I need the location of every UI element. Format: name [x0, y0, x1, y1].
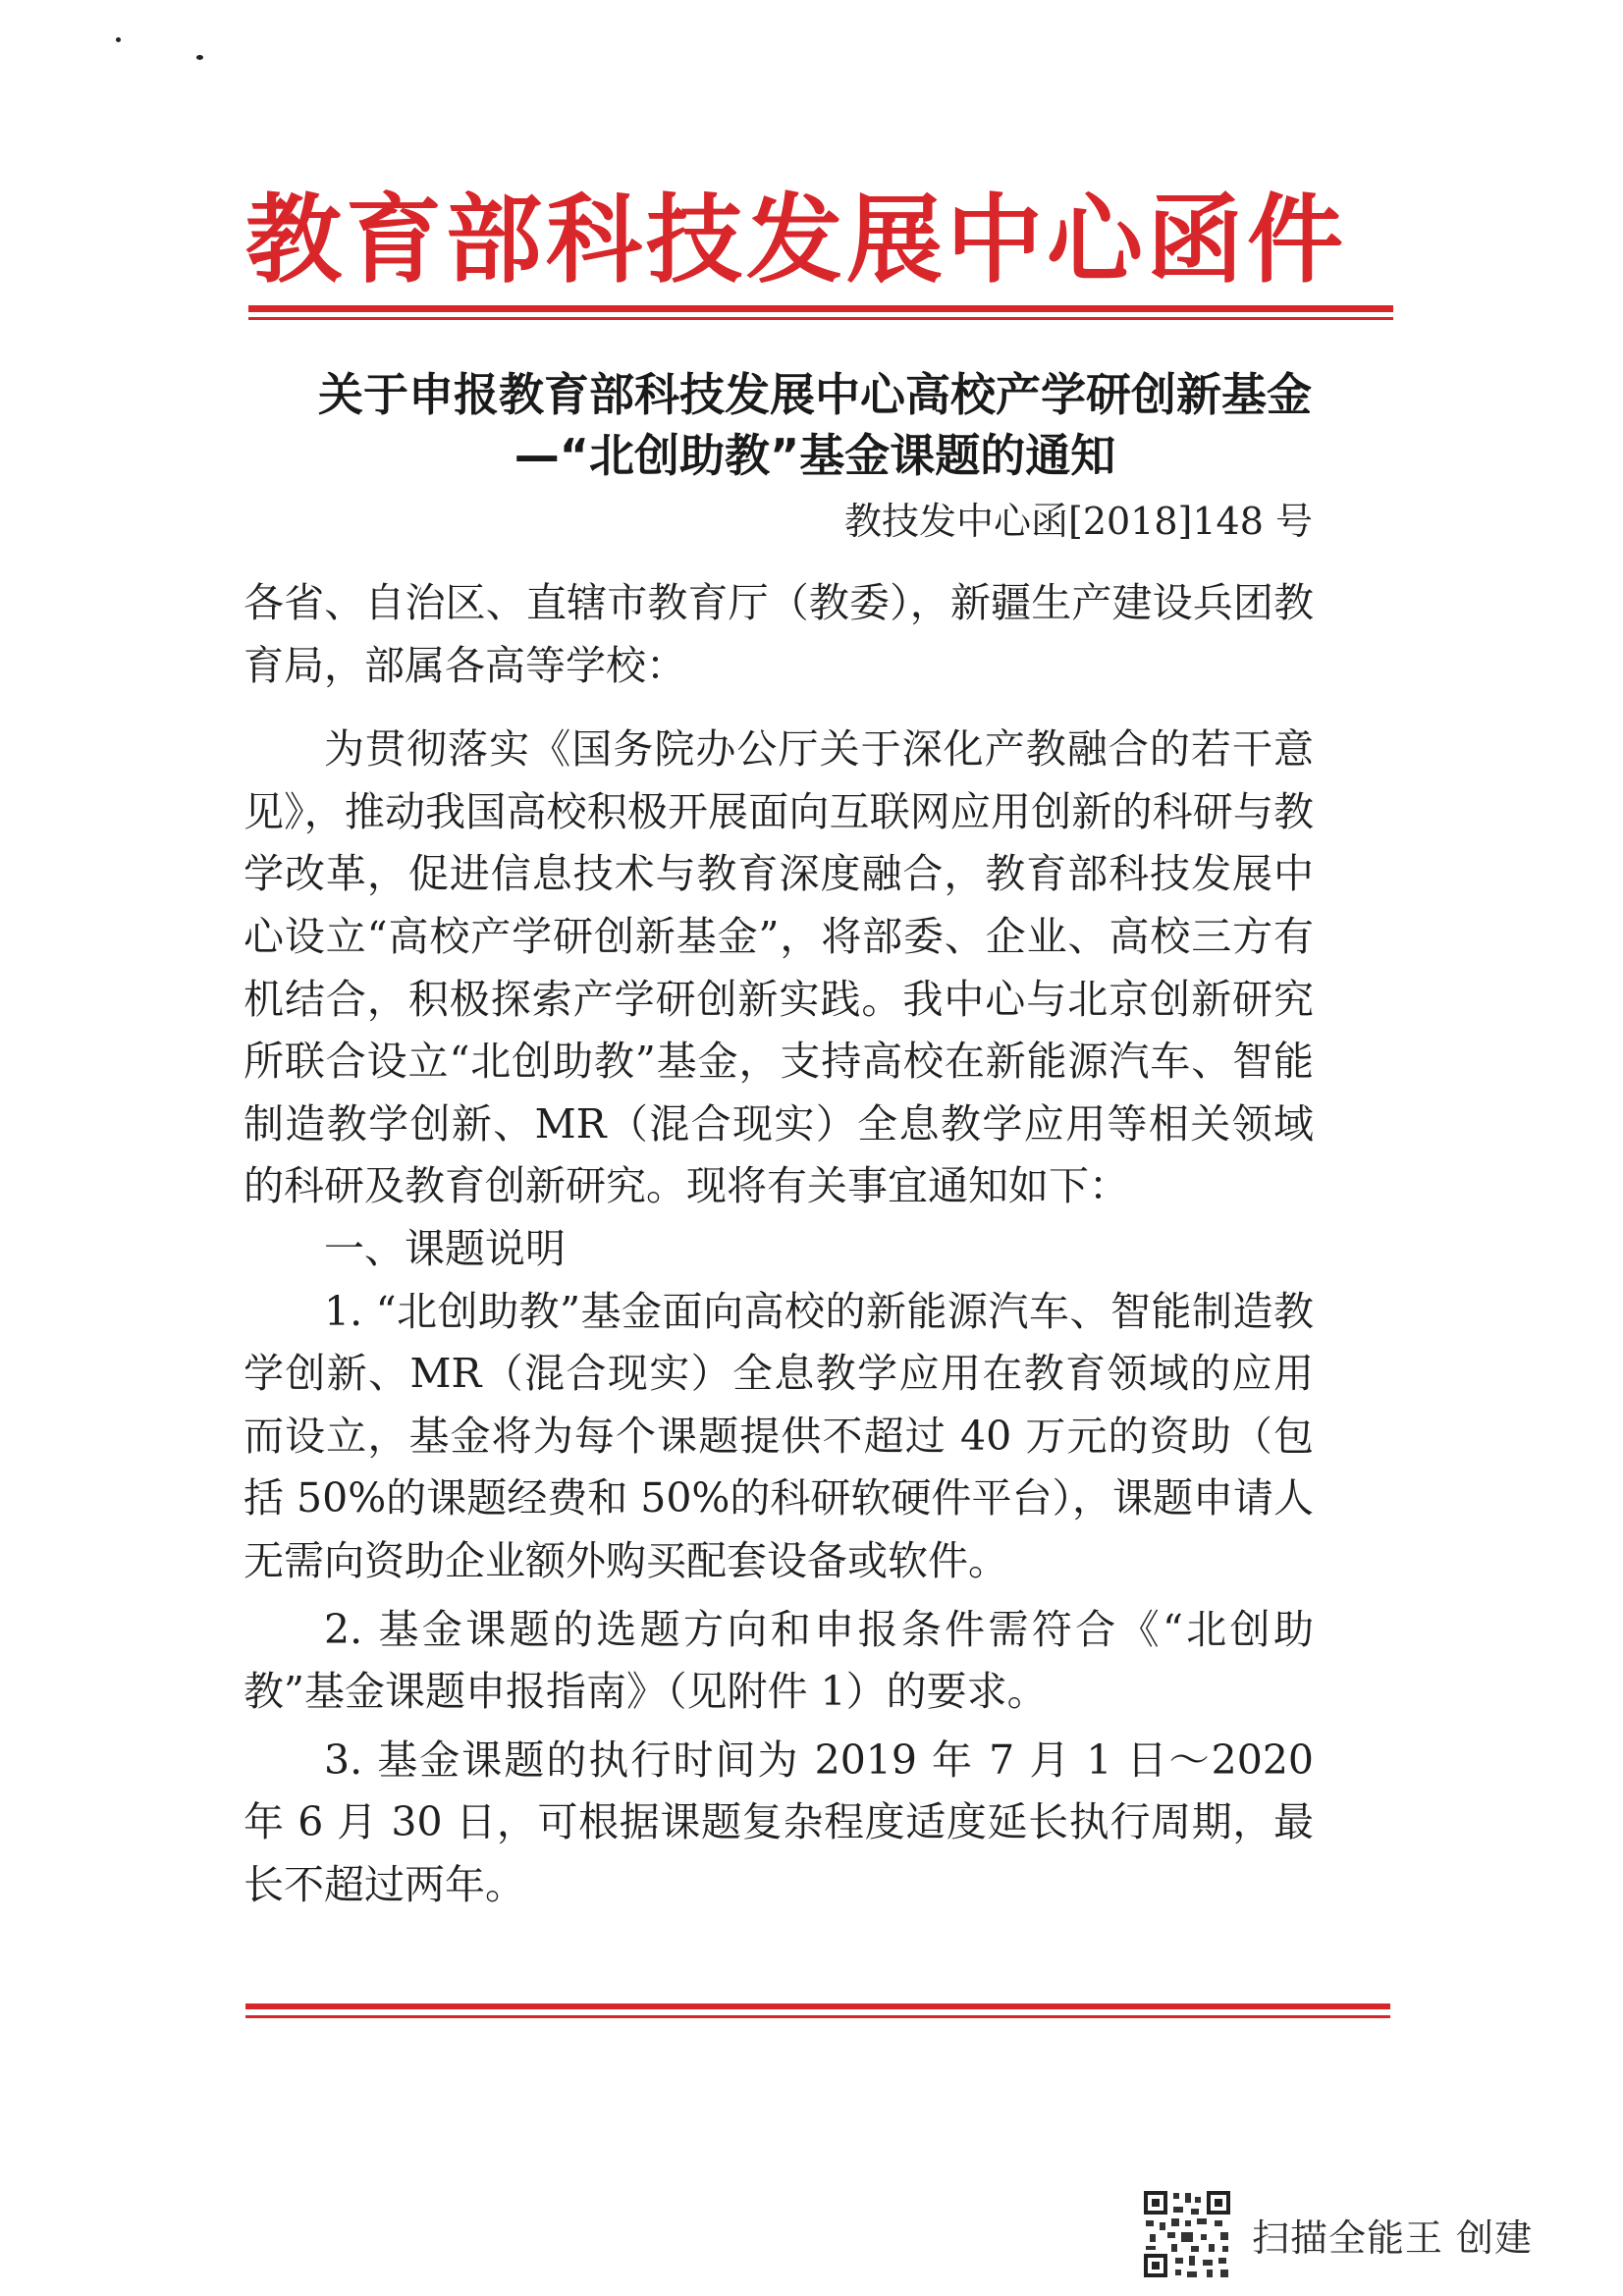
- section-heading: 一、课题说明: [324, 1224, 566, 1272]
- scan-speck: [116, 37, 121, 42]
- item-3-paragraph: 3. 基金课题的执行时间为 2019 年 7 月 1 日～2020 年 6 月 30 日，可根据课题复杂程度适度延长执行周期，最长不超过两年。: [243, 1735, 1314, 1908]
- document-number: 教技发中心函[2018]148 号: [844, 500, 1313, 543]
- scan-speck: [196, 55, 203, 60]
- scanner-watermark: [1142, 2189, 1533, 2279]
- header-rule-thick: [248, 305, 1393, 312]
- intro-paragraph: 为贯彻落实《国务院办公厅关于深化产教融合的若干意见》，推动我国高校积极开展面向互联网应用创新的科研与教学改革，促进信息技术与教育深度融合，教育部科技发展中心设立“高校产学研创新基金”，将部委、企业、高校三方有机结合，积极探索产学研创新实践。我中心与北京创新研究所联合设立“北创助教”基金，支持高校在新能源汽车、智能制造教学创新、MR（混合现实）全息教学应用等相关领域的科研及教育创新研究。现将有关事宜通知如下：: [243, 725, 1314, 1210]
- scanner-brand-text: 扫描全能王 创建: [1252, 2216, 1534, 2260]
- header-rule-thin: [248, 317, 1393, 320]
- qr-code-icon: [1142, 2189, 1232, 2279]
- letterhead-title: 教育部科技发展中心函件: [245, 185, 1348, 296]
- document-title-line1: 关于申报教育部科技发展中心高校产学研创新基金: [318, 368, 1312, 421]
- item-2-paragraph: 2. 基金课题的选题方向和申报条件需符合《“北创助教”基金课题申报指南》（见附件 1）的要求。: [243, 1605, 1314, 1716]
- footer-rule-thick: [245, 2003, 1390, 2009]
- salutation-paragraph: 各省、自治区、直辖市教育厅（教委），新疆生产建设兵团教育局，部属各高等学校：: [243, 579, 1314, 689]
- footer-rule-thin: [245, 2015, 1390, 2018]
- item-1-paragraph: 1. “北创助教”基金面向高校的新能源汽车、智能制造教学创新、MR（混合现实）全息教学应用在教育领域的应用而设立，基金将为每个课题提供不超过 40 万元的资助（包括 50%的课题经费和 50%的科研软硬件平台），课题申请人无需向资助企业额外购买配套设备或软件。: [243, 1287, 1314, 1584]
- document-title-line2: —“北创助教”基金课题的通知: [514, 429, 1116, 482]
- document-body: [243, 572, 1314, 1916]
